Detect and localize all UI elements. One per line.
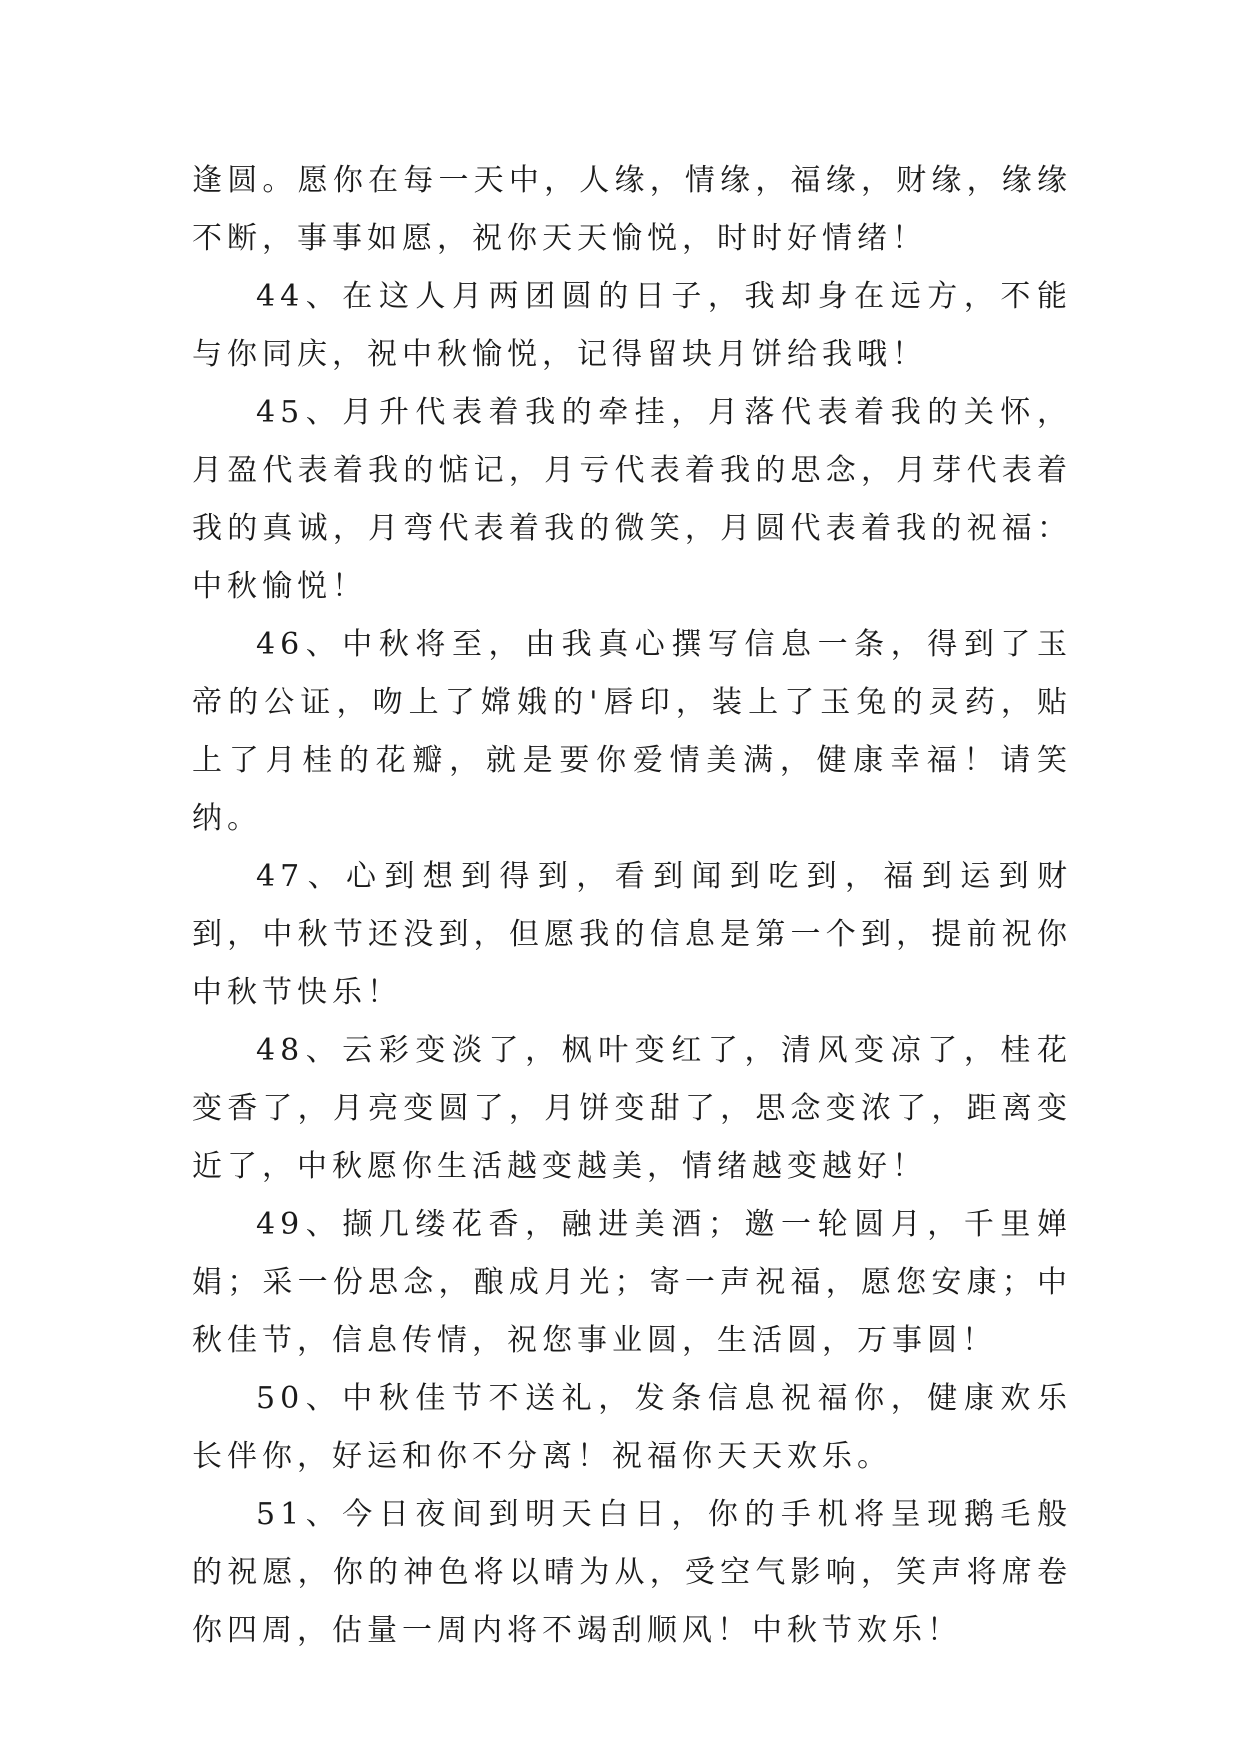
paragraph-47: 47、心到想到得到，看到闻到吃到，福到运到财到，中秋节还没到，但愿我的信息是第一个到，提前祝你中秋节快乐！ <box>192 859 1072 1010</box>
paragraph-44: 44、在这人月两团圆的日子，我却身在远方，不能与你同庆，祝中秋愉悦，记得留块月饼给我哦！ <box>192 279 1072 372</box>
paragraph-continuation: 逢圆。愿你在每一天中，人缘，情缘，福缘，财缘，缘缘不断，事事如愿，祝你天天愉悦，时时好情绪！ <box>192 163 1072 256</box>
paragraph-48: 48、云彩变淡了，枫叶变红了，清风变凉了，桂花变香了，月亮变圆了，月饼变甜了，思念变浓了，距离变近了，中秋愿你生活越变越美，情绪越变越好！ <box>192 1033 1072 1184</box>
paragraph-46: 46、中秋将至，由我真心撰写信息一条，得到了玉帝的公证，吻上了嫦娥的'唇印，装上了玉兔的灵药，贴上了月桂的花瓣，就是要你爱情美满，健康幸福！请笑纳。 <box>192 627 1072 836</box>
paragraph-50: 50、中秋佳节不送礼，发条信息祝福你，健康欢乐长伴你，好运和你不分离！祝福你天天欢乐。 <box>192 1381 1072 1474</box>
paragraph-51: 51、今日夜间到明天白日，你的手机将呈现鹅毛般的祝愿，你的神色将以晴为从，受空气影响，笑声将席卷你四周，估量一周内将不竭刮顺风！中秋节欢乐！ <box>192 1497 1072 1648</box>
document-body <box>192 152 1072 1660</box>
paragraph-45: 45、月升代表着我的牵挂，月落代表着我的关怀，月盈代表着我的惦记，月亏代表着我的思念，月芽代表着我的真诚，月弯代表着我的微笑，月圆代表着我的祝福：中秋愉悦！ <box>192 395 1072 604</box>
paragraph-49: 49、撷几缕花香，融进美酒；邀一轮圆月，千里婵娟；采一份思念，酿成月光；寄一声祝福，愿您安康；中秋佳节，信息传情，祝您事业圆，生活圆，万事圆！ <box>192 1207 1072 1358</box>
